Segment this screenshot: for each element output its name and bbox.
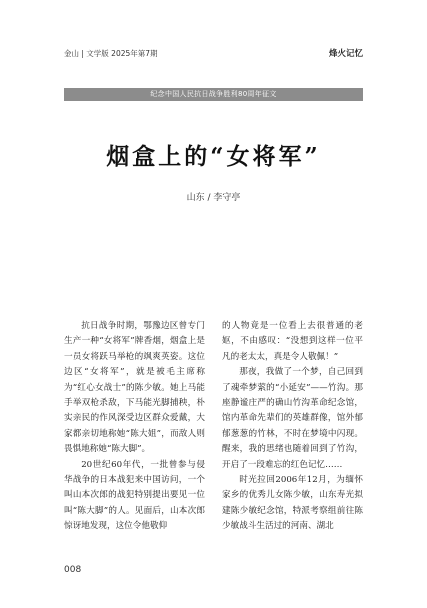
paragraph: 那夜，我做了一个梦，自己回到了魂牵梦萦的“小延安”——竹沟。那座静谧庄严的确山竹沟革命纪念馆，馆内革命先辈们的英雄群像，馆外郁郁葱葱的竹林，不时在梦境中闪现。醒来，我的思绪也随着回到了竹沟，开启了一段难忘的红色记忆…… — [222, 367, 363, 470]
paragraph: 抗日战争时期，鄂豫边区曾专门生产一种“女将军”牌香烟，烟盒上是一员女将跃马举枪的飒爽英姿。这位边区“女将军”，就是被毛主席称为“红心女战士”的陈少敏。她上马能手举双枪杀敌，下马能光脚捕秧，朴实亲民的作风深受边区群众爱戴，大家都亲切地称她“陈大姐”，而敌人则畏惧地称她“陈大脚”。 — [64, 321, 205, 455]
body-column-left — [64, 319, 205, 535]
essay-banner: 纪念中国人民抗日战争胜利80周年征文 — [64, 88, 363, 101]
page-header — [64, 48, 363, 62]
article-author: 山东 / 李守亭 — [186, 193, 241, 203]
article-title: 烟盒上的“女将军” — [106, 143, 321, 170]
magazine-issue: 金山 | 文学版 2025年第7期 — [64, 49, 158, 58]
page-number: 008 — [64, 565, 82, 575]
paragraph: 时光拉回2006年12月，为缅怀家乡的优秀儿女陈少敏，山东寿光拟建陈少敏纪念馆，特派考察组前往陈少敏战斗生活过的河南、湖北 — [222, 475, 363, 532]
paragraph: 20世纪60年代，一批曾参与侵华战争的日本战犯来中国访问，一个叫山本次郎的战犯特别提出要见一位叫“陈大脚”的人。见面后，山本次郎惊讶地发现，这位令他敬仰 — [64, 459, 205, 532]
body-column-right — [222, 319, 363, 535]
paragraph: 的人物竟是一位看上去很普通的老妪，不由感叹：“没想到这样一位平凡的老太太，真是令人敬佩！” — [222, 321, 363, 362]
column-name: 烽火记忆 — [328, 49, 363, 59]
